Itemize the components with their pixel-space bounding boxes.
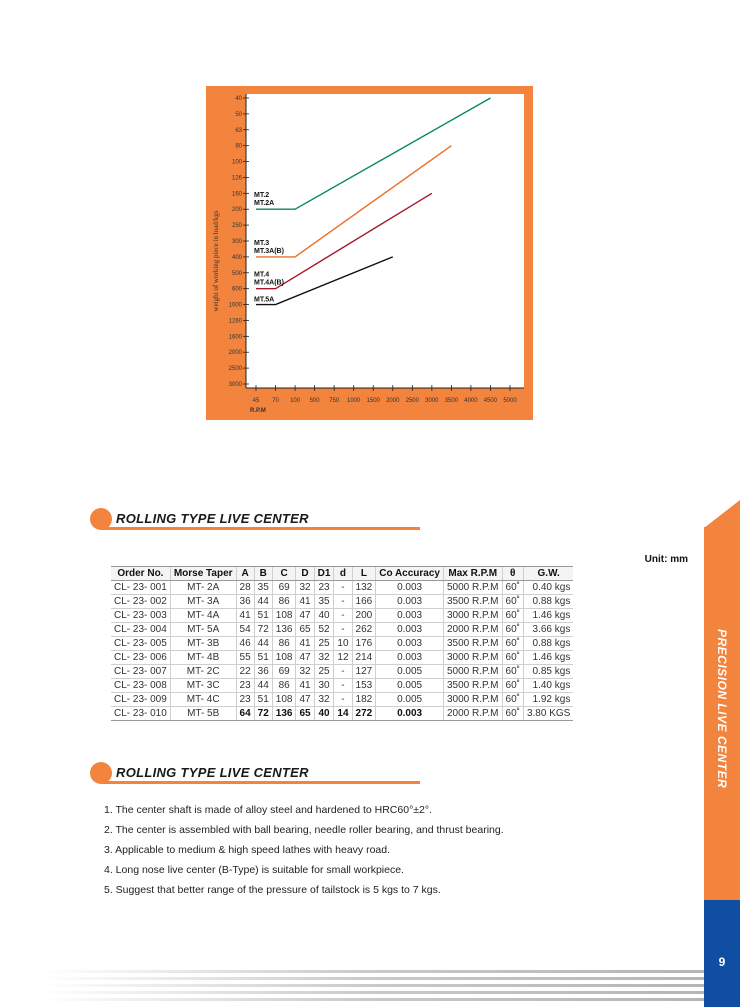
series-label: MT.2A [254, 200, 275, 208]
table-cell: 0.005 [376, 679, 444, 693]
table-cell: 35 [254, 581, 272, 595]
table-cell: 36 [236, 595, 254, 609]
table-cell: 3000 R.P.M [444, 609, 503, 623]
x-tick-label: 3500 [444, 398, 459, 404]
table-cell: 32 [314, 651, 334, 665]
y-tick-label: 160 [231, 191, 242, 198]
table-cell: 0.003 [376, 651, 444, 665]
table-row [111, 693, 573, 707]
table-cell: 22 [236, 665, 254, 679]
table-cell: 136 [272, 707, 296, 721]
x-tick-label: 5000 [503, 398, 517, 404]
table-cell: MT- 4A [170, 609, 236, 623]
table-cell: 60˚ [502, 637, 523, 651]
table-cell: - [334, 595, 352, 609]
table-cell: 1.92 kgs [523, 693, 573, 707]
table-cell: 35 [314, 595, 334, 609]
table-row [111, 679, 573, 693]
table-cell: 214 [352, 651, 376, 665]
table-row [111, 623, 573, 637]
table-cell: 47 [296, 693, 314, 707]
table-cell: 0.003 [376, 581, 444, 595]
page-tab [704, 900, 740, 1007]
table-cell: 60˚ [502, 693, 523, 707]
series-label: MT.4 [254, 271, 270, 279]
table-cell: 40 [314, 609, 334, 623]
table-cell: 0.88 kgs [523, 595, 573, 609]
table-cell: 32 [296, 581, 314, 595]
table-cell: 41 [296, 637, 314, 651]
y-tick-label: 1000 [228, 302, 242, 309]
y-tick-label: 300 [231, 239, 242, 245]
table-cell: 5000 R.P.M [444, 581, 503, 595]
x-tick-label: 70 [272, 398, 279, 404]
table-row [111, 609, 573, 623]
table-cell: 3500 R.P.M [444, 637, 503, 651]
table-cell: 51 [254, 651, 272, 665]
table-cell: 60˚ [502, 581, 523, 595]
table-cell: 28 [236, 581, 254, 595]
x-tick-label: 45 [252, 398, 260, 404]
x-axis-title: R.P.M [250, 408, 266, 414]
table-cell: 136 [272, 623, 296, 637]
page-number: 9 [718, 955, 726, 969]
table-cell: 44 [254, 595, 272, 609]
y-tick-label: 2500 [228, 366, 242, 373]
table-row [111, 581, 573, 595]
table-cell: CL- 23- 010 [111, 707, 170, 721]
table-cell: 3500 R.P.M [444, 679, 503, 693]
table-cell: 200 [352, 609, 376, 623]
table-cell: 32 [314, 693, 334, 707]
column-header: Co Accuracy [376, 567, 444, 581]
series-label: MT.4A(B) [254, 279, 284, 287]
table-cell: 0.88 kgs [523, 637, 573, 651]
y-tick-label: 1260 [228, 318, 242, 325]
y-tick-label: 250 [231, 223, 242, 230]
table-cell: 60˚ [502, 679, 523, 693]
table-body [111, 581, 573, 721]
column-header: B [254, 567, 272, 581]
table-cell: 0.003 [376, 637, 444, 651]
table-cell: 176 [352, 637, 376, 651]
table-cell: 52 [314, 623, 334, 637]
side-band-tip [704, 500, 740, 528]
plot-area [246, 94, 524, 388]
table-cell: 262 [352, 623, 376, 637]
y-tick-label: 3000 [228, 382, 242, 388]
table-row [111, 707, 573, 721]
column-header: C [272, 567, 296, 581]
table-cell: 132 [352, 581, 376, 595]
note-item: 5. Suggest that better range of the pressure of tailstock is 5 kgs to 7 kgs. [104, 884, 441, 896]
x-tick-label: 3000 [425, 398, 439, 404]
table-cell: 51 [254, 609, 272, 623]
table-cell: 44 [254, 637, 272, 651]
table-cell: 55 [236, 651, 254, 665]
spec-table [111, 566, 573, 721]
table-cell: - [334, 693, 352, 707]
table-cell: 36 [254, 665, 272, 679]
table-cell: 23 [236, 693, 254, 707]
table-cell: - [334, 665, 352, 679]
column-header: L [352, 567, 376, 581]
table-cell: 272 [352, 707, 376, 721]
section-heading-specs [90, 506, 420, 532]
table-cell: 0.005 [376, 665, 444, 679]
table-cell: 25 [314, 665, 334, 679]
note-item: 4. Long nose live center (B-Type) is suitable for small workpiece. [104, 864, 404, 876]
table-cell: 14 [334, 707, 352, 721]
table-cell: MT- 5B [170, 707, 236, 721]
table-row [111, 665, 573, 679]
table-cell: 1.40 kgs [523, 679, 573, 693]
table-cell: MT- 3C [170, 679, 236, 693]
table-cell: 51 [254, 693, 272, 707]
x-tick-label: 100 [290, 398, 301, 404]
table-cell: 182 [352, 693, 376, 707]
table-cell: 47 [296, 651, 314, 665]
column-header: Max R.P.M [444, 567, 503, 581]
side-band-label: PRECISION LIVE CENTER [715, 629, 729, 789]
column-header: G.W. [523, 567, 573, 581]
table-cell: CL- 23- 002 [111, 595, 170, 609]
section-heading-features [90, 760, 420, 786]
table-cell: 30 [314, 679, 334, 693]
y-tick-label: 600 [231, 286, 242, 293]
table-cell: 65 [296, 707, 314, 721]
y-tick-label: 400 [231, 254, 242, 261]
table-cell: 23 [314, 581, 334, 595]
table-cell: 0.85 kgs [523, 665, 573, 679]
table-cell: 10 [334, 637, 352, 651]
table-cell: 72 [254, 707, 272, 721]
table-cell: 3.66 kgs [523, 623, 573, 637]
x-tick-label: 2000 [386, 398, 400, 404]
column-header: Order No. [111, 567, 170, 581]
table-cell: 47 [296, 609, 314, 623]
table-cell: 86 [272, 679, 296, 693]
table-cell: 0.003 [376, 623, 444, 637]
table-row [111, 595, 573, 609]
column-header: Morse Taper [170, 567, 236, 581]
column-header: D1 [314, 567, 334, 581]
column-header: A [236, 567, 254, 581]
table-cell: 5000 R.P.M [444, 665, 503, 679]
table-cell: 40 [314, 707, 334, 721]
load-rpm-chart [206, 86, 533, 420]
table-cell: CL- 23- 009 [111, 693, 170, 707]
y-tick-label: 2000 [228, 350, 242, 357]
table-cell: 0.003 [376, 707, 444, 721]
y-tick-label: 63 [235, 127, 242, 134]
table-cell: 60˚ [502, 651, 523, 665]
table-cell: - [334, 609, 352, 623]
table-cell: 60˚ [502, 665, 523, 679]
table-cell: 72 [254, 623, 272, 637]
table-cell: 0.003 [376, 595, 444, 609]
table-cell: MT- 5A [170, 623, 236, 637]
table-cell: CL- 23- 001 [111, 581, 170, 595]
note-item: 3. Applicable to medium & high speed lathes with heavy road. [104, 844, 391, 856]
table-cell: 2000 R.P.M [444, 623, 503, 637]
table-row [111, 637, 573, 651]
table-cell: 60˚ [502, 595, 523, 609]
series-label: MT.3 [254, 239, 270, 247]
table-cell: MT- 3A [170, 595, 236, 609]
table-cell: 0.005 [376, 693, 444, 707]
table-cell: CL- 23- 006 [111, 651, 170, 665]
feature-notes [104, 803, 504, 903]
y-tick-label: 500 [231, 270, 242, 277]
table-cell: CL- 23- 005 [111, 637, 170, 651]
table-cell: 3000 R.P.M [444, 693, 503, 707]
table-cell: MT- 4B [170, 651, 236, 665]
table-cell: 127 [352, 665, 376, 679]
table-cell: CL- 23- 008 [111, 679, 170, 693]
chart-svg [206, 86, 533, 420]
table-cell: 1.46 kgs [523, 609, 573, 623]
table-cell: MT- 2C [170, 665, 236, 679]
table-cell: 0.40 kgs [523, 581, 573, 595]
table-cell: CL- 23- 007 [111, 665, 170, 679]
table-cell: - [334, 581, 352, 595]
x-tick-label: 4000 [464, 398, 478, 404]
table-cell: 60˚ [502, 609, 523, 623]
section-title: ROLLING TYPE LIVE CENTER [116, 511, 309, 526]
table-cell: 86 [272, 637, 296, 651]
table-cell: MT- 2A [170, 581, 236, 595]
table-cell: 23 [236, 679, 254, 693]
table-cell: 60˚ [502, 623, 523, 637]
column-header: d [334, 567, 352, 581]
table-cell: 41 [296, 595, 314, 609]
table-cell: 41 [236, 609, 254, 623]
table-cell: 166 [352, 595, 376, 609]
table-cell: MT- 3B [170, 637, 236, 651]
table-cell: 64 [236, 707, 254, 721]
x-tick-label: 750 [329, 398, 340, 404]
x-tick-label: 500 [309, 398, 320, 404]
table-header-row [111, 567, 573, 581]
x-tick-label: 4500 [483, 398, 498, 404]
table-cell: 108 [272, 651, 296, 665]
table-cell: 32 [296, 665, 314, 679]
unit-label: Unit: mm [644, 554, 688, 565]
table-cell: 46 [236, 637, 254, 651]
table-cell: 69 [272, 581, 296, 595]
note-item: 1. The center shaft is made of alloy steel and hardened to HRC60°±2°. [104, 804, 432, 816]
table-cell: 65 [296, 623, 314, 637]
table-cell: MT- 4C [170, 693, 236, 707]
table-cell: 60˚ [502, 707, 523, 721]
x-tick-label: 2500 [405, 398, 419, 404]
y-tick-label: 50 [235, 111, 242, 118]
table-cell: 0.003 [376, 609, 444, 623]
table-cell: CL- 23- 003 [111, 609, 170, 623]
table-cell: 12 [334, 651, 352, 665]
series-label: MT.5A [254, 296, 275, 304]
series-label: MT.3A(B) [254, 247, 284, 255]
heading-underline [101, 527, 420, 530]
table-cell: 1.46 kgs [523, 651, 573, 665]
y-tick-label: 1600 [228, 334, 242, 341]
y-tick-label: 40 [235, 96, 242, 102]
table-cell: 41 [296, 679, 314, 693]
y-tick-label: 100 [231, 159, 242, 166]
table-cell: 108 [272, 693, 296, 707]
table-cell: 3.80 KGS [523, 707, 573, 721]
y-tick-label: 80 [235, 143, 242, 150]
section-title: ROLLING TYPE LIVE CENTER [116, 765, 309, 780]
y-tick-label: 126 [231, 175, 242, 182]
y-axis-title: weight of working piece in load/kgs [212, 210, 220, 312]
table-row [111, 651, 573, 665]
table-cell: 153 [352, 679, 376, 693]
y-tick-label: 200 [231, 207, 242, 214]
heading-underline [101, 781, 420, 784]
note-item: 2. The center is assembled with ball bearing, needle roller bearing, and thrust bearing. [104, 824, 504, 836]
table-cell: 108 [272, 609, 296, 623]
table-cell: 54 [236, 623, 254, 637]
table-cell: 86 [272, 595, 296, 609]
table-cell: - [334, 679, 352, 693]
table-cell: 25 [314, 637, 334, 651]
table-cell: CL- 23- 004 [111, 623, 170, 637]
table-cell: - [334, 623, 352, 637]
table-cell: 69 [272, 665, 296, 679]
series-label: MT.2 [254, 192, 270, 200]
x-tick-label: 1500 [366, 398, 380, 404]
table-cell: 3500 R.P.M [444, 595, 503, 609]
table-cell: 3000 R.P.M [444, 651, 503, 665]
column-header: D [296, 567, 314, 581]
table-cell: 44 [254, 679, 272, 693]
column-header: θ [502, 567, 523, 581]
x-tick-label: 1000 [347, 398, 361, 404]
table-cell: 2000 R.P.M [444, 707, 503, 721]
decorative-stripes [40, 968, 704, 1007]
